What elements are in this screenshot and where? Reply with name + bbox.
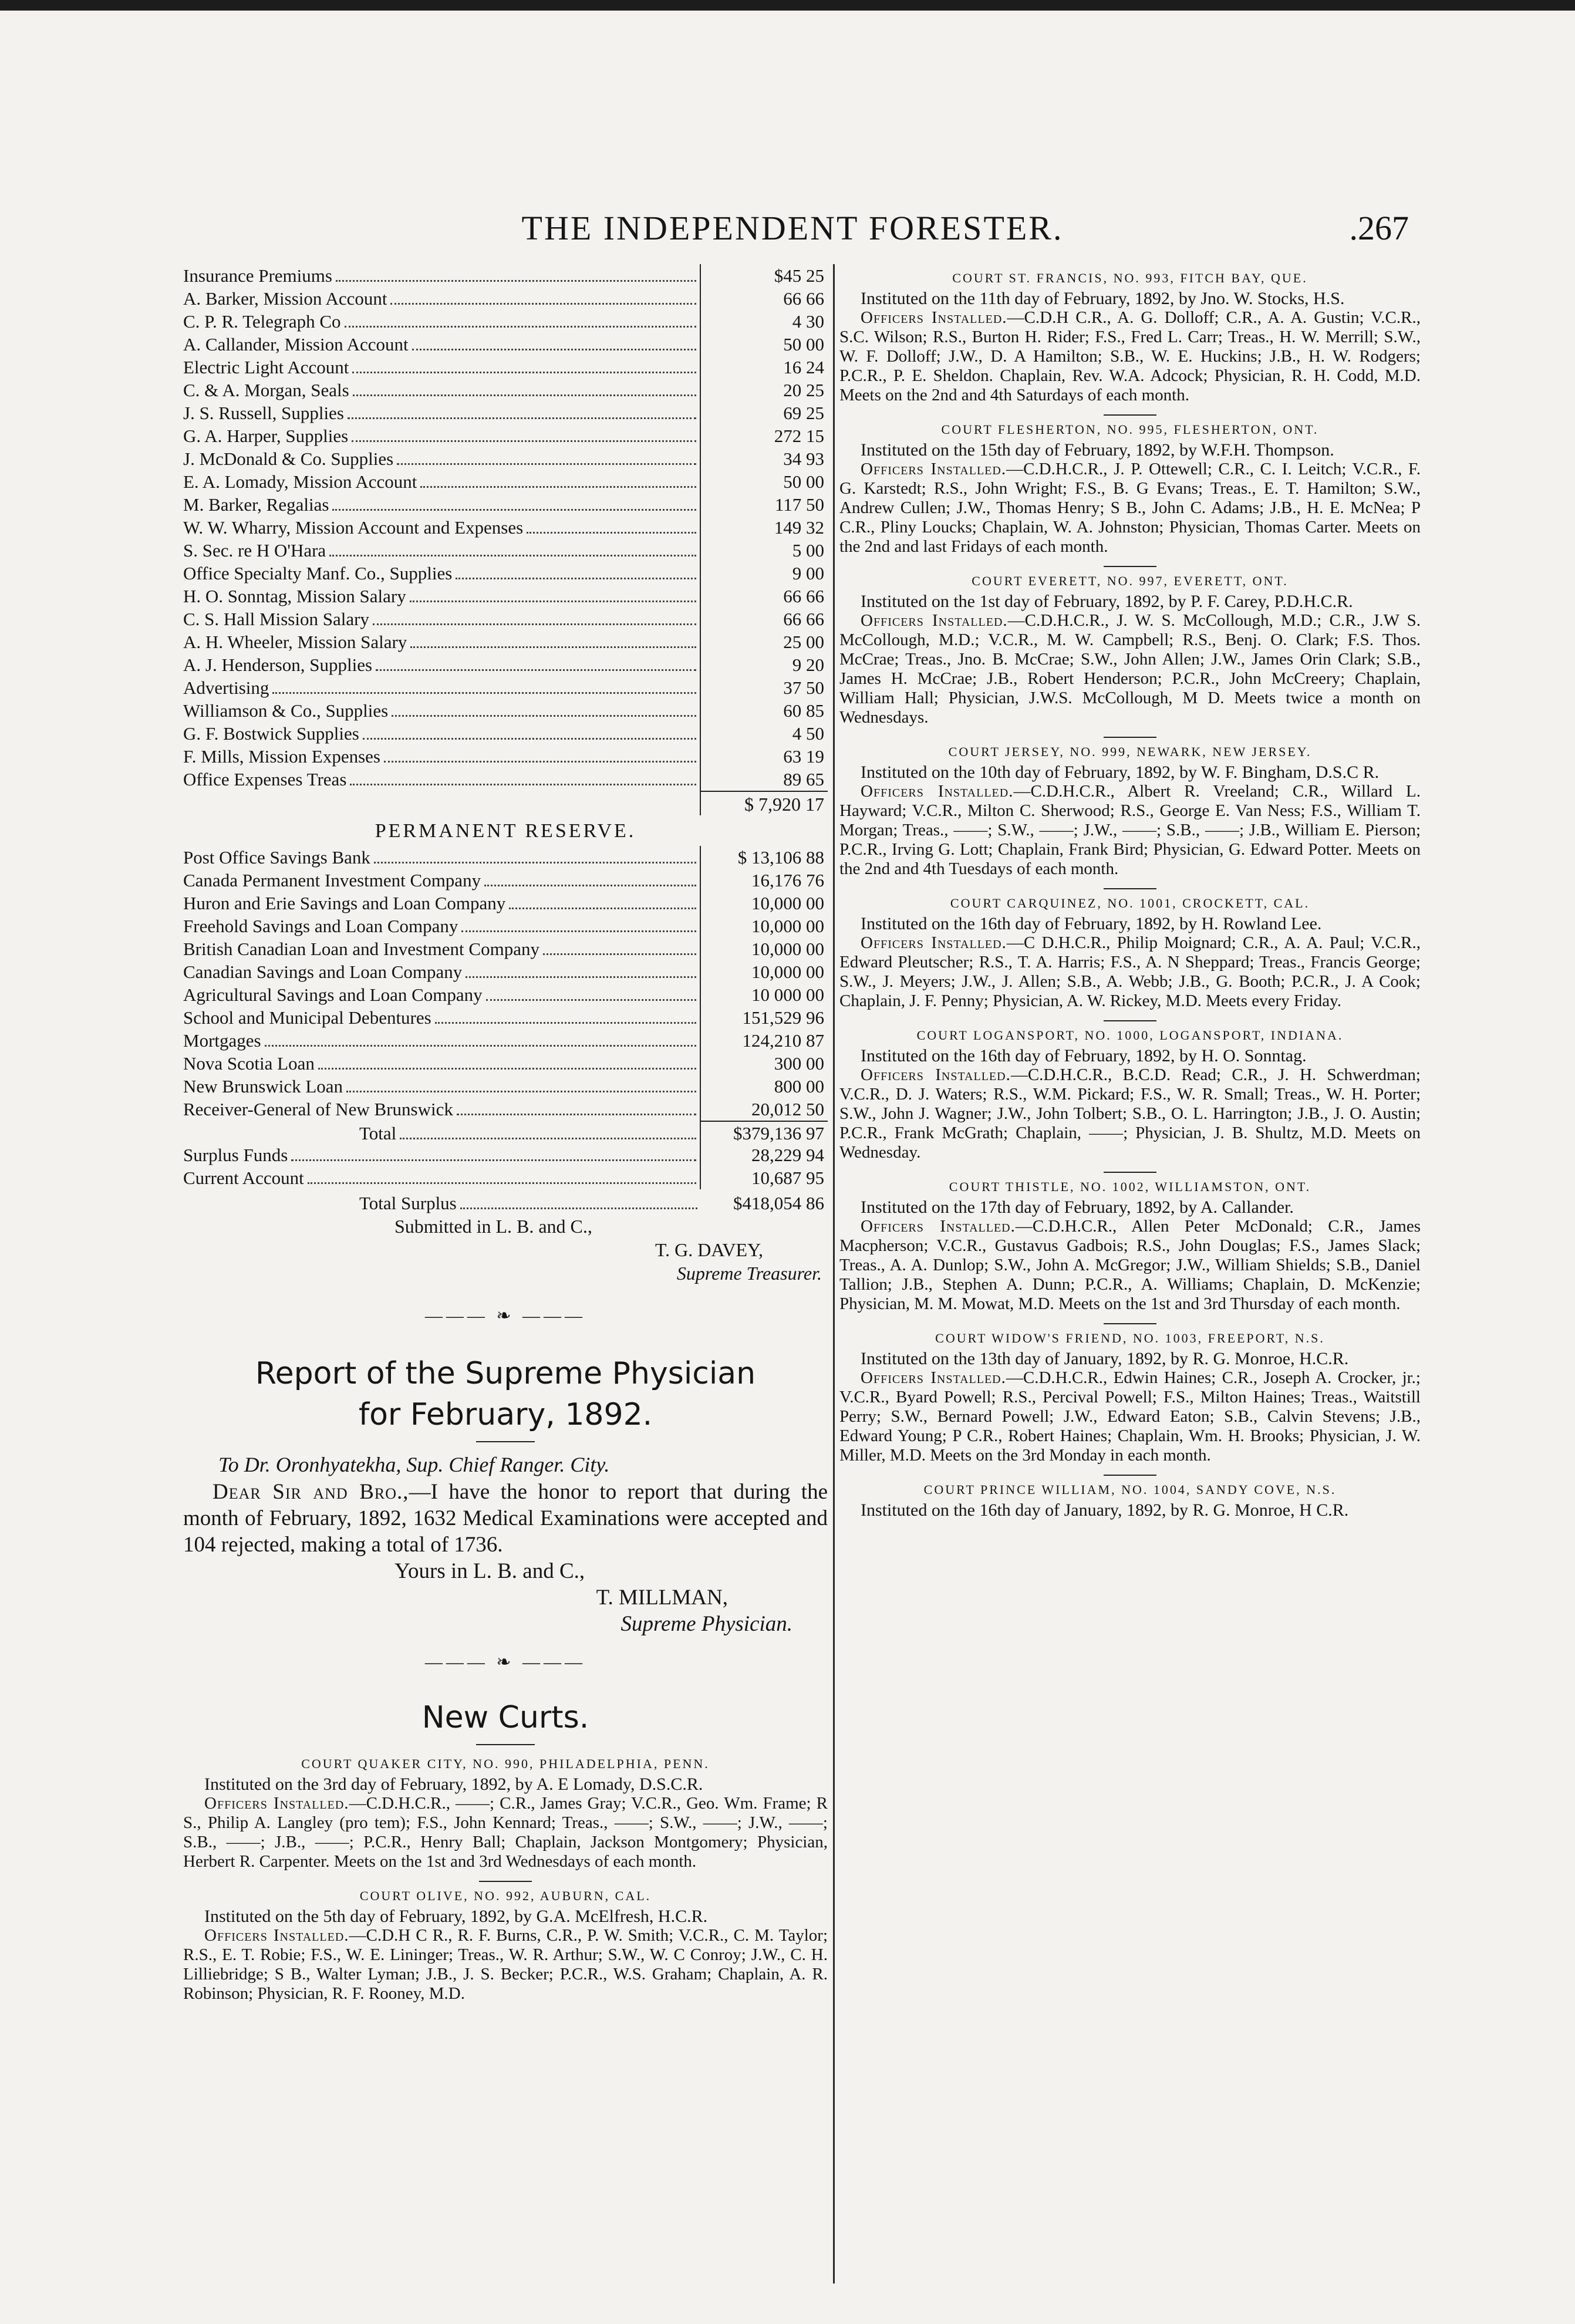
ledger-label: Mortgages — [183, 1030, 261, 1051]
court-officers — [839, 1368, 1421, 1465]
officers-list: —C.D.H.C.R., Allen Peter McDonald; C.R., James Macpherson; V.C.R., Gustavus Gadbois; R.S., John Douglas; F.S., James Slack; Treas., A. A. Dunlop; S.W., John A. McGregor; J.W., William Shields; S.B., Daniel Tallion; J.B., Stephen A. Dunn; P.C.R., A. Williams; Chaplain, D. McKenzie; Physician, M. M. Mowat, M.D. Meets on the 1st and 3rd Thursday of each month. — [839, 1217, 1421, 1313]
court-officers — [839, 611, 1421, 727]
ledger-amount: $45 25 — [700, 264, 828, 287]
leader-dots — [390, 303, 696, 305]
leader-dots — [345, 326, 696, 328]
court-entry — [839, 888, 1421, 1011]
court-heading: COURT EVERETT, NO. 997, EVERETT, ONT. — [972, 574, 1289, 588]
treasurer-name: T. G. DAVEY, — [655, 1239, 763, 1260]
leader-dots — [412, 349, 696, 350]
ledger-amount: 20 25 — [700, 379, 828, 402]
court-separator — [1104, 737, 1156, 738]
ledger-label: C. P. R. Telegraph Co — [183, 311, 341, 332]
ledger-amount: 10,687 95 — [700, 1166, 828, 1189]
leader-dots — [397, 463, 696, 465]
ledger-label: H. O. Sonntag, Mission Salary — [183, 586, 406, 606]
reserve-row — [183, 846, 828, 869]
officers-label: Officers Installed. — [861, 933, 1007, 952]
court-entry — [839, 414, 1421, 556]
leader-dots — [456, 578, 696, 579]
court-instituted: Instituted on the 10th day of February, 1892, by W. F. Bingham, D.S.C R. — [861, 763, 1380, 782]
officers-list: —C D.H.C.R., Philip Moignard; C.R., A. A. Paul; V.C.R., Edward Pleutscher; R.S., T. A. Harris; F.S., A. N Sheppard; Treas., Francis George; S.W., J. Meyers; J.W., J. Allen; S.B., A. Webb; J.B., G. Booth; P.C.R., J. A Cook; Chaplain, J. F. Penny; Physician, A. W. Rickey, M.D. Meets every Friday. — [839, 933, 1421, 1010]
court-heading: COURT OLIVE, NO. 992, AUBURN, CAL. — [359, 1888, 652, 1903]
ledger-label: G. A. Harper, Supplies — [183, 426, 349, 446]
ledger-amount: 9 20 — [700, 653, 828, 676]
court-entry — [839, 1020, 1421, 1162]
ledger-row — [183, 676, 828, 699]
leader-dots — [484, 885, 696, 886]
court-separator — [1104, 1020, 1156, 1021]
leader-dots — [346, 1091, 696, 1092]
leader-dots — [308, 1182, 696, 1184]
surplus-ledger — [183, 1144, 828, 1189]
ledger-label: Surplus Funds — [183, 1145, 288, 1165]
ornament-divider: ——— ❧ ——— — [424, 1306, 586, 1325]
court-heading: COURT PRINCE WILLIAM, NO. 1004, SANDY COVE, N.S. — [923, 1482, 1337, 1497]
leader-dots — [373, 623, 696, 625]
court-instituted: Instituted on the 16th day of February, 1892, by H. O. Sonntag. — [861, 1046, 1307, 1065]
leader-dots — [272, 692, 696, 694]
treasurer-submitted: Submitted in L. B. and C., — [394, 1216, 592, 1237]
courts-left-list — [183, 1753, 828, 2003]
leader-dots — [410, 646, 696, 648]
ledger-row — [183, 516, 828, 539]
court-heading: COURT LOGANSPORT, NO. 1000, LOGANSPORT, INDIANA. — [916, 1028, 1344, 1043]
court-officers — [839, 460, 1421, 556]
leader-dots — [509, 908, 696, 909]
ledger-total: $ 7,920 17 — [183, 791, 828, 815]
ledger-label: J. S. Russell, Supplies — [183, 403, 344, 423]
court-entry — [839, 566, 1421, 727]
court-instituted: Instituted on the 13th day of January, 1892, by R. G. Monroe, H.C.R. — [861, 1349, 1349, 1368]
ledger-amount: 10,000 00 — [700, 960, 828, 983]
physician-report-body: Dear Sir and Bro.,—I have the honor to report that during the month of February, 1892, 1632 Medical Examinations were accepted and 104 rejected, making a total of 1736. — [183, 1480, 828, 1557]
court-entry — [839, 268, 1421, 405]
court-instituted: Instituted on the 11th day of February, 1892, by Jno. W. Stocks, H.S. — [861, 289, 1345, 308]
ledger-amount: 4 30 — [700, 310, 828, 333]
ledger-amount: $ 13,106 88 — [700, 846, 828, 869]
court-entry — [839, 1323, 1421, 1465]
ledger-label: Williamson & Co., Supplies — [183, 700, 389, 721]
ledger-label: Insurance Premiums — [183, 265, 332, 286]
surplus-row — [183, 1166, 828, 1189]
ledger-amount: 16 24 — [700, 356, 828, 379]
leader-dots — [329, 555, 696, 556]
ledger-label: A. J. Henderson, Supplies — [183, 655, 373, 675]
ledger-row — [183, 333, 828, 356]
officers-list: —C.D.H C R., R. F. Burns, C.R., P. W. Smith; V.C.R., C. M. Taylor; R.S., E. T. Robie; F.S., W. E. Lininger; Treas., W. R. Arthur; S.W., W. C Conroy; J.W., C. H. Lilliebridge; S B., Walter Lyman; J.B., J. S. Becker; P.C.R., W.S. Graham; Chaplain, A. R. Robinson; Physician, R. F. Rooney, M.D. — [183, 1926, 828, 2003]
ledger-row — [183, 310, 828, 333]
ledger-amount: 124,210 87 — [700, 1029, 828, 1052]
leader-dots — [318, 1068, 696, 1070]
officers-list: —C.D.H.C.R., Edwin Haines; C.R., Joseph A. Crocker, jr.; V.C.R., Byard Powell; R.S., Percival Powell; F.S., Milton Haines; Treas., Waitstill Perry; S.W., Bernard Powell; J.W., Edward Eaton; S.B., Calvin Stevens; J.B., Edward Young; P C.R., Robert Haines; Chaplain, Wm. H. Brooks; Physician, J. W. Miller, M.D. Meets on the 3rd Monday in each month. — [839, 1368, 1421, 1465]
court-officers — [839, 308, 1421, 405]
ledger-row — [183, 402, 828, 424]
ledger-label: A. Callander, Mission Account — [183, 334, 409, 355]
salutation: To Dr. Oronhyatekha, Sup. Chief Ranger. City. — [218, 1453, 610, 1476]
ledger-row — [183, 379, 828, 402]
physician-name: T. MILLMAN, — [596, 1586, 728, 1610]
ledger-label: G. F. Bostwick Supplies — [183, 723, 359, 744]
court-separator — [1104, 1172, 1156, 1173]
leader-dots — [374, 862, 696, 864]
court-instituted: Instituted on the 15th day of February, 1892, by W.F.H. Thompson. — [861, 440, 1334, 460]
ledger-amount: 9 00 — [700, 562, 828, 585]
ledger-amount: 89 65 — [700, 768, 828, 791]
physician-closing: Yours in L. B. and C., — [394, 1559, 585, 1583]
leader-dots — [392, 715, 696, 717]
ledger-row — [183, 264, 828, 287]
ledger-row — [183, 585, 828, 608]
leader-dots — [332, 509, 696, 511]
ledger-row — [183, 447, 828, 470]
ledger-amount: 37 50 — [700, 676, 828, 699]
ledger-row — [183, 562, 828, 585]
physician-title: Supreme Physician. — [620, 1612, 792, 1636]
leader-dots — [435, 1022, 696, 1024]
ledger-amount: 117 50 — [700, 493, 828, 516]
ledger-label: C. S. Hall Mission Salary — [183, 609, 369, 629]
leader-dots — [291, 1159, 696, 1161]
leader-dots — [457, 1114, 696, 1115]
scan-top-edge — [0, 0, 1575, 11]
officers-label: Officers Installed. — [861, 782, 1014, 801]
court-officers — [839, 1065, 1421, 1162]
court-officers — [839, 1217, 1421, 1314]
ledger-amount: 20,012 50 — [700, 1098, 828, 1121]
ledger-label: Canada Permanent Investment Company — [183, 870, 481, 891]
ledger-label: Nova Scotia Loan — [183, 1053, 315, 1074]
ledger-row — [183, 745, 828, 768]
ledger-label: Advertising — [183, 677, 269, 698]
officers-list: —C.D.H.C.R., J. P. Ottewell; C.R., C. I. Leitch; V.C.R., F. G. Karstedt; R.S., John Wright; F.S., B. G Evans; Treas., E. T. Hamilton; S.W., Andrew Cullen; J.W., Thomas Henry; S B., John C. Adams; J.B., H. E. McNea; P C.R., Pliny Loucks; Chaplain, W. A. Johnston; Physician, Thomas Carter. Meets on the 2nd and last Fridays of each month. — [839, 460, 1421, 556]
ledger-amount: 5 00 — [700, 539, 828, 562]
new-courts-heading: New Curts. — [421, 1700, 589, 1735]
court-heading: COURT ST. FRANCIS, NO. 993, FITCH BAY, QUE. — [952, 271, 1308, 285]
ledger-amount: 149 32 — [700, 516, 828, 539]
leader-dots — [466, 976, 696, 978]
officers-label: Officers Installed. — [204, 1926, 349, 1945]
ledger-label: Electric Light Account — [183, 357, 349, 377]
left-column — [183, 264, 828, 2003]
ledger-amount: 800 00 — [700, 1075, 828, 1098]
total-surplus-row: Total Surplus $418,054 86 — [359, 1193, 824, 1213]
officers-list: —C.D.H C.R., A. G. Dolloff; C.R., A. A. Gustin; V.C.R., S.C. Wilson; R.S., Burton H. Rider; F.S., Fred L. Carr; Treas., H. W. Merrill; S.W., W. F. Dolloff; J.W., D. A Hamilton; S.B., W. E. Huckins; J.B., H. W. Rodgers; P.C.R., P. E. Sheldon. Chaplain, Rev. W.A. Adcock; Physician, R. H. Codd, M.D. Meets on the 2nd and 4th Saturdays of each month. — [839, 308, 1421, 404]
ledger-label: A. Barker, Mission Account — [183, 288, 387, 309]
courts-right-list — [839, 268, 1421, 1520]
ledger-amount: 10,000 00 — [700, 892, 828, 915]
reserve-row — [183, 1006, 828, 1029]
leader-dots — [384, 761, 696, 763]
court-entry — [183, 1881, 828, 2003]
officers-label: Officers Installed. — [861, 1065, 1011, 1084]
surplus-row — [183, 1144, 828, 1166]
ledger-row — [183, 424, 828, 447]
leader-dots — [486, 999, 696, 1001]
court-instituted: Instituted on the 5th day of February, 1892, by G.A. McElfresh, H.C.R. — [204, 1907, 708, 1926]
ledger-row — [183, 722, 828, 745]
ledger-amount: 28,229 94 — [700, 1144, 828, 1166]
court-officers — [839, 933, 1421, 1011]
officers-label: Officers Installed. — [861, 1217, 1016, 1236]
court-instituted: Instituted on the 17th day of February, 1892, by A. Callander. — [861, 1198, 1294, 1217]
right-column — [839, 264, 1421, 1520]
ledger-amount: 10,000 00 — [700, 915, 828, 937]
court-entry — [839, 1172, 1421, 1314]
reserve-row — [183, 869, 828, 892]
court-entry — [839, 737, 1421, 879]
ledger-amount: 63 19 — [700, 745, 828, 768]
court-heading: COURT JERSEY, NO. 999, NEWARK, NEW JERSEY. — [948, 744, 1312, 759]
court-heading: COURT FLESHERTON, NO. 995, FLESHERTON, ONT. — [941, 422, 1319, 437]
court-officers — [183, 1926, 828, 2003]
court-heading: COURT QUAKER CITY, NO. 990, PHILADELPHIA, PENN. — [301, 1756, 710, 1771]
officers-list: —C.D.H.C.R., B.C.D. Read; C.R., J. H. Schwerdman; V.C.R., D. J. Waters; R.S., W.M. Pickard; F.S., W. R. Small; Treas., W. H. Porter; S.W., John J. Wagner; J.W., John Tolbert; S.B., O. L. Harrington; J.B., J. O. Austin; P.C.R., Frank McGrath; Chaplain, ——; Physician, J. B. Shultz, M.D. Meets on Wednesday. — [839, 1065, 1421, 1162]
ledger-label: S. Sec. re H O'Hara — [183, 540, 326, 561]
ledger-amount: 50 00 — [700, 333, 828, 356]
ledger-row — [183, 699, 828, 722]
reserve-row — [183, 1052, 828, 1075]
ledger-label: W. W. Wharry, Mission Account and Expenses — [183, 517, 524, 538]
court-separator — [1104, 566, 1156, 567]
ledger-label: Current Account — [183, 1168, 304, 1188]
ledger-amount: 66 66 — [700, 585, 828, 608]
court-separator — [1104, 1323, 1156, 1324]
leader-dots — [527, 532, 696, 534]
court-entry — [839, 1475, 1421, 1520]
leader-dots — [353, 394, 696, 396]
court-separator — [479, 1881, 532, 1882]
leader-dots — [336, 280, 696, 282]
reserve-total-row: Total $379,136 97 — [183, 1121, 828, 1144]
ledger-amount: 16,176 76 — [700, 869, 828, 892]
officers-label: Officers Installed. — [861, 611, 1008, 630]
officers-list: —C.D.H.C.R., J. W. S. McCollough, M.D.; C.R., J.W S. McCollough, M.D.; V.C.R., M. W. Campbell; R.S., Benj. O. Clark; F.S. Thos. McCrae; Treas., Jno. B. McCrae; S.W., John Allen; J.W., James Orin Clark; S.B., James H. McCrae; J.B., Robert Henderson; P.C.R., John McCreery; Chaplain, William Hall; Physician, J.W.S. McCollough, M D. Meets twice a month on Wednesdays. — [839, 611, 1421, 727]
ledger-row — [183, 768, 828, 791]
ledger-amount: 151,529 96 — [700, 1006, 828, 1029]
court-heading: COURT WIDOW'S FRIEND, NO. 1003, FREEPORT, N.S. — [935, 1331, 1325, 1345]
physician-report-heading: Report of the Supreme Physician — [255, 1356, 756, 1391]
reserve-heading: PERMANENT RESERVE. — [375, 820, 636, 842]
reserve-row — [183, 892, 828, 915]
page-header — [176, 208, 1409, 255]
ledger-amount: 272 15 — [700, 424, 828, 447]
reserve-row — [183, 1075, 828, 1098]
ledger-label: Agricultural Savings and Loan Company — [183, 984, 483, 1005]
page-number: .267 — [1349, 209, 1409, 247]
ledger-label: School and Municipal Debentures — [183, 1007, 431, 1028]
ledger-amount: 10,000 00 — [700, 937, 828, 960]
court-separator — [1104, 414, 1156, 416]
ledger-row — [183, 539, 828, 562]
officers-list: —C.D.H.C.R., Albert R. Vreeland; C.R., Willard L. Hayward; V.C.R., Milton C. Sherwood; R.S., George E. Van Ness; F.S., William T. Morgan; Treas., ——; S.W., ——; J.W., ——; S.B., ——; J.B., William E. Pierson; P.C.R., Irving G. Lott; Chaplain, Frank Bird; Physician, G. Edward Potter. Meets on the 2nd and 4th Tuesdays of each month. — [839, 782, 1421, 878]
officers-label: Officers Installed. — [861, 308, 1007, 327]
officers-label: Officers Installed. — [861, 1368, 1006, 1387]
reserve-row — [183, 1098, 828, 1121]
ledger-label: Receiver-General of New Brunswick — [183, 1099, 453, 1119]
ledger-label: E. A. Lomady, Mission Account — [183, 471, 417, 492]
ledger-label: C. & A. Morgan, Seals — [183, 380, 349, 400]
ledger-amount: 50 00 — [700, 470, 828, 493]
ledger-label: Freehold Savings and Loan Company — [183, 916, 458, 936]
ledger-row — [183, 470, 828, 493]
ledger-amount: 66 66 — [700, 608, 828, 630]
leader-dots — [461, 930, 696, 932]
officers-label: Officers Installed. — [204, 1794, 349, 1813]
ledger-amount: 60 85 — [700, 699, 828, 722]
ledger-label: Post Office Savings Bank — [183, 847, 370, 868]
column-divider — [833, 264, 835, 2283]
leader-dots — [350, 784, 696, 785]
leader-dots — [348, 417, 696, 419]
ledger-row — [183, 287, 828, 310]
court-entry — [183, 1753, 828, 1871]
ledger-amount: 66 66 — [700, 287, 828, 310]
officers-list: —C.D.H.C.R., ——; C.R., James Gray; V.C.R., Geo. Wm. Frame; R S., Philip A. Langley (pro tem); F.S., John Kennard; Treas., ——; S.W., ——; J.W., ——; S.B., ——; J.B., ——; P.C.R., Henry Ball; Chaplain, Jackson Montgomery; Physician, Herbert R. Carpenter. Meets on the 1st and 3rd Wednesdays of each month. — [183, 1794, 828, 1871]
ledger-row — [183, 493, 828, 516]
ledger-amount: 300 00 — [700, 1052, 828, 1075]
ledger-label: British Canadian Loan and Investment Company — [183, 939, 539, 959]
court-heading: COURT CARQUINEZ, NO. 1001, CROCKETT, CAL. — [950, 896, 1310, 910]
physician-report-subheading: for February, 1892. — [358, 1397, 653, 1432]
ledger-label: A. H. Wheeler, Mission Salary — [183, 632, 407, 652]
reserve-row — [183, 1029, 828, 1052]
ledger-amount: 69 25 — [700, 402, 828, 424]
court-separator — [1104, 888, 1156, 889]
ledger-amount: 10 000 00 — [700, 983, 828, 1006]
treasurer-title: Supreme Treasurer. — [676, 1263, 822, 1284]
running-title: THE INDEPENDENT FORESTER. — [521, 209, 1064, 247]
ledger-label: J. McDonald & Co. Supplies — [183, 448, 394, 469]
court-instituted: Instituted on the 16th day of January, 1892, by R. G. Monroe, H C.R. — [861, 1500, 1349, 1520]
leader-dots — [363, 738, 696, 740]
ledger-label: Canadian Savings and Loan Company — [183, 962, 463, 982]
leader-dots — [352, 440, 696, 442]
leader-dots — [376, 669, 696, 671]
leader-dots — [543, 953, 696, 955]
ledger-row — [183, 653, 828, 676]
ledger-row — [183, 608, 828, 630]
officers-label: Officers Installed. — [861, 460, 1007, 478]
ledger-amount: 25 00 — [700, 630, 828, 653]
leader-dots — [265, 1045, 696, 1047]
court-officers — [839, 782, 1421, 879]
expense-ledger — [183, 264, 828, 791]
leader-dots — [420, 486, 696, 488]
ledger-row — [183, 356, 828, 379]
court-separator — [1104, 1475, 1156, 1476]
ledger-label: New Brunswick Loan — [183, 1076, 343, 1097]
court-heading: COURT THISTLE, NO. 1002, WILLIAMSTON, ONT. — [949, 1179, 1311, 1194]
ornament-divider-2: ——— ❧ ——— — [424, 1652, 586, 1672]
leader-dots — [410, 601, 696, 602]
leader-dots — [352, 372, 696, 373]
ledger-label: Office Expenses Treas — [183, 769, 347, 790]
heading-rule-2 — [476, 1744, 535, 1745]
reserve-row — [183, 983, 828, 1006]
ledger-label: F. Mills, Mission Expenses — [183, 746, 380, 767]
reserve-row — [183, 937, 828, 960]
ledger-row — [183, 630, 828, 653]
reserve-row — [183, 960, 828, 983]
court-instituted: Instituted on the 1st day of February, 1892, by P. F. Carey, P.D.H.C.R. — [861, 592, 1353, 611]
ledger-label: M. Barker, Regalias — [183, 494, 329, 515]
court-officers — [183, 1794, 828, 1871]
ledger-label: Huron and Erie Savings and Loan Company — [183, 893, 506, 913]
heading-rule — [476, 1441, 535, 1442]
reserve-ledger — [183, 846, 828, 1121]
ledger-label: Office Specialty Manf. Co., Supplies — [183, 563, 453, 583]
reserve-row — [183, 915, 828, 937]
ledger-amount: 34 93 — [700, 447, 828, 470]
court-instituted: Instituted on the 3rd day of February, 1892, by A. E Lomady, D.S.C.R. — [204, 1775, 703, 1794]
ledger-amount: 4 50 — [700, 722, 828, 745]
court-instituted: Instituted on the 16th day of February, 1892, by H. Rowland Lee. — [861, 914, 1322, 933]
